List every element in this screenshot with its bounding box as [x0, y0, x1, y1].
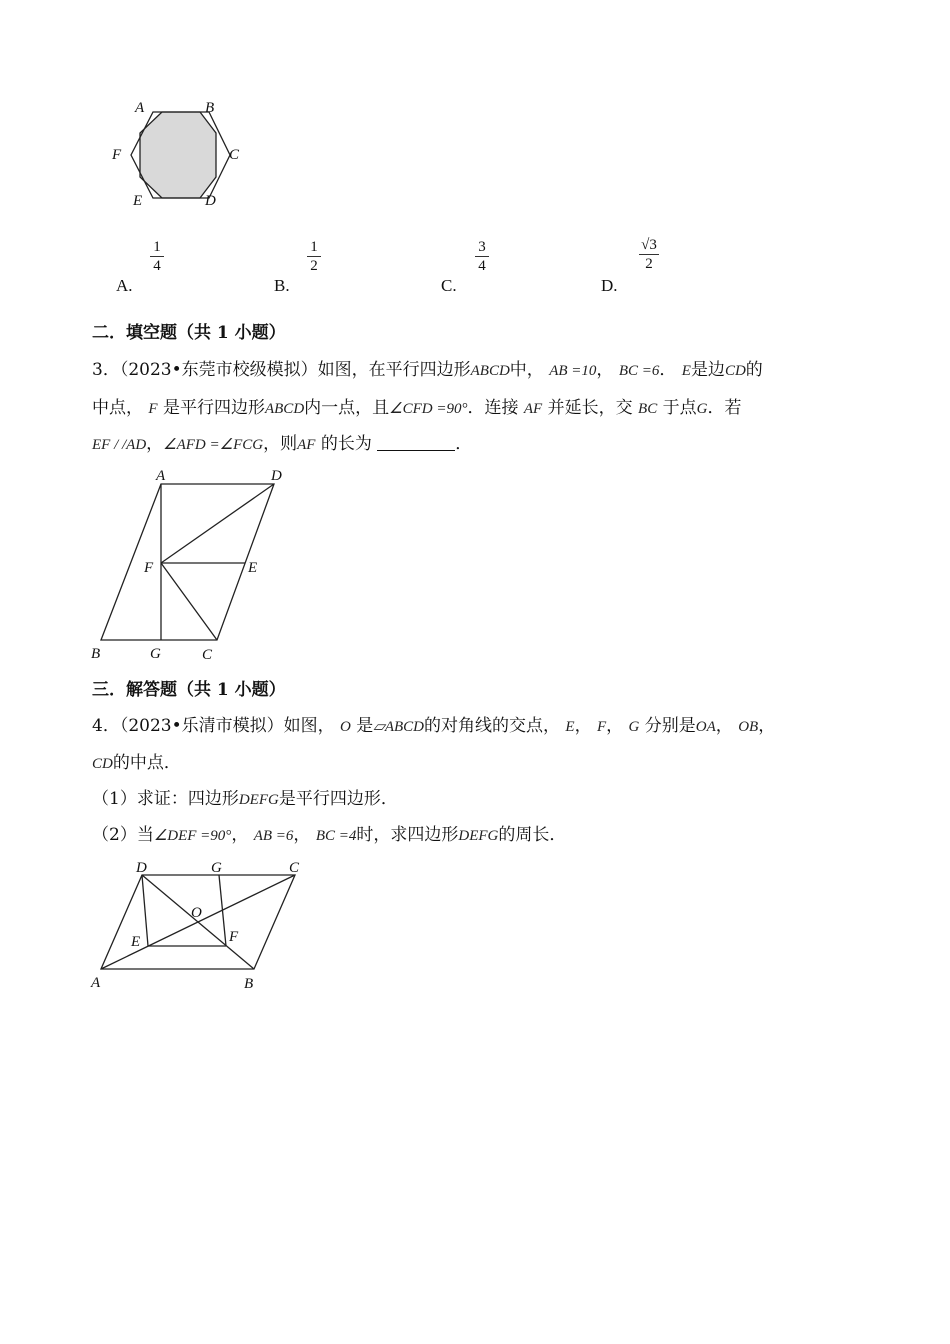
q3-math: ∠CFD =90°: [389, 401, 468, 417]
q4-line2: [92, 752, 181, 775]
q4-math: O: [340, 719, 351, 735]
option-d-fraction: √3 2: [636, 236, 662, 273]
q3-text: ，: [146, 434, 164, 454]
q4-text: 是平行四边形．: [278, 789, 398, 809]
q3-math: AF: [297, 437, 316, 453]
q3-text: ．连接: [467, 398, 519, 418]
label-G: G: [211, 860, 222, 876]
q4-math: CD: [92, 756, 113, 772]
q3-text: ，: [596, 360, 614, 380]
q4-part2: [92, 824, 566, 847]
q4-text: 时，求四边形: [356, 825, 459, 845]
label-B: B: [244, 976, 254, 992]
option-d-letter: D.: [601, 276, 618, 295]
q4-line1: [92, 715, 775, 738]
q3-text: ．若: [707, 398, 742, 418]
q4-source: （2023•乐清市模拟）: [119, 716, 284, 736]
q4-math: OA: [695, 719, 716, 735]
q3-text: 的长为: [320, 434, 372, 454]
hexagon-figure: [105, 95, 255, 210]
q4-number: 4．: [92, 716, 120, 736]
option-b-fraction: 1 2: [304, 238, 324, 275]
label-E: E: [133, 193, 143, 209]
q4-text: （1）求证：四边形: [92, 789, 239, 809]
q3-math: G: [696, 401, 708, 417]
q4-math: DEFG: [238, 792, 279, 808]
q3-text: 如图，在平行四边形: [317, 360, 471, 380]
q4-math: OB: [738, 719, 759, 735]
q4-math: ▱ABCD: [373, 719, 424, 735]
q3-text: ．: [659, 360, 677, 380]
q4-text: ，: [758, 716, 776, 736]
q4-text: 是: [356, 716, 374, 736]
q4-text: ，: [574, 716, 592, 736]
q3-math: AB =10: [549, 363, 597, 379]
label-E: E: [131, 934, 141, 950]
q4-math: F: [596, 719, 607, 735]
label-F: F: [112, 147, 122, 163]
q3-math: F: [148, 401, 158, 417]
q3-text: 是平行四边形: [162, 398, 265, 418]
q3-math: BC: [638, 401, 658, 417]
q3-math: ∠AFD =∠FCG: [163, 437, 264, 453]
q3-math: CD: [724, 363, 746, 379]
q3-text: 是边: [690, 360, 725, 380]
label-O: O: [191, 905, 202, 921]
label-B: B: [91, 646, 101, 662]
q4-text: 如图，: [283, 716, 335, 736]
label-C: C: [202, 647, 213, 663]
q4-text: ，: [293, 825, 311, 845]
parallelogram-figure-q4: [85, 855, 310, 995]
label-D: D: [136, 860, 147, 876]
q3-text: ．: [455, 434, 473, 454]
q3-text: ，则: [263, 434, 298, 454]
option-c-letter: C.: [441, 276, 457, 295]
option-a-fraction: 1 4: [147, 238, 167, 275]
q4-math: E: [565, 719, 575, 735]
q3-math: BC =6: [618, 363, 660, 379]
q3-math: ABCD: [470, 363, 510, 379]
label-A: A: [156, 468, 166, 484]
q3-math: E: [681, 363, 691, 379]
q4-text: （2）当: [92, 825, 154, 845]
section2-title: 二．填空题（共 1 小题）: [92, 323, 286, 343]
q4-part1: [92, 788, 398, 811]
q3-text: 中点，: [92, 398, 143, 418]
label-B: B: [205, 100, 215, 116]
q4-text: 的中点．: [112, 753, 181, 773]
q3-text: 于点: [662, 398, 697, 418]
q3-text: 中，: [509, 360, 544, 380]
q3-number: 3．: [92, 360, 120, 380]
q4-text: 的周长．: [498, 825, 567, 845]
section3-title: 三．解答题（共 1 小题）: [92, 680, 286, 700]
q4-text: ，: [231, 825, 249, 845]
q4-text: 的对角线的交点，: [423, 716, 560, 736]
q4-math: AB =6: [253, 828, 294, 844]
q3-source: （2023•东莞市校级模拟）: [119, 360, 318, 380]
label-C: C: [229, 147, 240, 163]
q3-text: 并延长，交: [547, 398, 633, 418]
q3-line3: [92, 433, 472, 456]
answer-blank[interactable]: [377, 434, 455, 451]
q3-text: 的: [745, 360, 763, 380]
q4-text: ，: [715, 716, 733, 736]
q3-math: AF: [523, 401, 543, 417]
label-E: E: [248, 560, 258, 576]
q3-text: 内一点，且: [304, 398, 390, 418]
label-D: D: [205, 193, 216, 209]
q4-math: G: [628, 719, 640, 735]
label-G: G: [150, 646, 161, 662]
label-C: C: [289, 860, 300, 876]
option-b-letter: B.: [274, 276, 290, 295]
parallelogram-figure-q3: [85, 462, 300, 667]
q4-math: DEFG: [458, 828, 499, 844]
q4-math: BC =4: [315, 828, 357, 844]
q4-math: ∠DEF =90°: [153, 828, 232, 844]
label-A: A: [91, 975, 101, 991]
q3-line2: [92, 397, 741, 420]
label-A: A: [135, 100, 145, 116]
q4-text: 分别是: [644, 716, 696, 736]
q3-math: EF / /AD: [92, 437, 147, 453]
q4-text: ，: [606, 716, 624, 736]
q3-line1: [92, 359, 763, 382]
q3-math: ABCD: [264, 401, 305, 417]
option-c-fraction: 3 4: [472, 238, 492, 275]
option-a-letter: A.: [116, 276, 133, 295]
shaded-octagon: [140, 112, 216, 198]
label-F: F: [144, 560, 154, 576]
label-D: D: [271, 468, 282, 484]
label-F: F: [229, 929, 239, 945]
